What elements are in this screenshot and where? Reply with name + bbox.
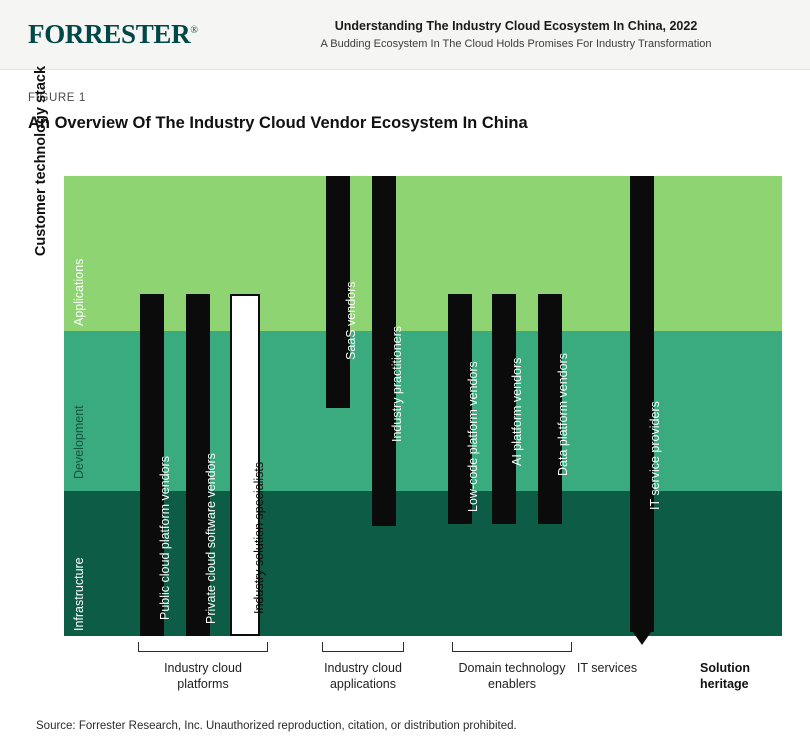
plot-area: [64, 176, 782, 636]
group-bracket-domain-technology-enablers: [452, 642, 572, 652]
layer-label-infrastructure: Infrastructure: [72, 557, 86, 631]
vendor-bar-private-cloud-software-vendors[interactable]: [186, 294, 218, 636]
vendor-bar-label: SaaS vendors: [344, 281, 358, 360]
group-label-line2: platforms: [177, 677, 229, 692]
vendor-bar-label: Industry practitioners: [390, 325, 404, 442]
vendor-bar-label: Private cloud software vendors: [204, 453, 218, 624]
vendor-bar-label: Data platform vendors: [556, 353, 570, 476]
vendor-bar-ai-platform-vendors[interactable]: [492, 294, 524, 524]
vendor-bar-label: Low-code platform vendors: [466, 361, 480, 512]
vendor-bar-label: IT service providers: [648, 401, 662, 510]
vendor-bar-data-platform-vendors[interactable]: [538, 294, 570, 524]
heritage-label-line1: Solution: [700, 661, 750, 675]
figure-label: FIGURE 1: [28, 92, 86, 104]
layer-label-development: Development: [72, 405, 86, 479]
group-label-line2: enablers: [488, 677, 536, 692]
heritage-label-line2: heritage: [700, 677, 749, 692]
page-header: [0, 0, 810, 70]
report-title: Understanding The Industry Cloud Ecosystem In China, 2022: [334, 18, 698, 33]
group-label-line1: IT services: [576, 661, 638, 675]
group-label-industry-cloud-applications: [283, 660, 443, 693]
report-subtitle: A Budding Ecosystem In The Cloud Holds Promises For Industry Transformation: [320, 37, 712, 50]
group-bracket-industry-cloud-platforms: [138, 642, 268, 652]
vendor-bar-label: AI platform vendors: [510, 357, 524, 466]
group-label-industry-cloud-platforms: [123, 660, 283, 693]
vendor-bar-industry-practitioners[interactable]: [372, 176, 404, 526]
layer-label-applications: Applications: [72, 258, 86, 326]
group-bracket-industry-cloud-applications: [322, 642, 404, 652]
group-label-line1: Industry cloud: [324, 661, 402, 675]
logo-registered-mark: ®: [190, 25, 198, 36]
vendor-bar-label: Public cloud platform vendors: [158, 456, 172, 620]
vendor-bar-saas-vendors[interactable]: [326, 176, 358, 408]
figure-title: An Overview Of The Industry Cloud Vendor Ecosystem In China: [28, 114, 528, 132]
group-label-it-services: [527, 660, 687, 676]
group-label-line2: applications: [329, 677, 396, 692]
logo-text: FORRESTER: [28, 19, 191, 49]
vendor-bar-public-cloud-platform-vendors[interactable]: [140, 294, 172, 636]
header-title-block: [250, 18, 782, 52]
vendor-bar-low-code-platform-vendors[interactable]: [448, 294, 480, 524]
group-label-line1: Domain technology: [458, 661, 566, 675]
vendor-bar-industry-solution-specialists[interactable]: [230, 294, 266, 636]
x-axis-title-solution-heritage: [700, 660, 800, 693]
vendor-bar-label: Industry solution specialists: [252, 461, 266, 614]
forrester-logo: [28, 19, 198, 50]
source-note: Source: Forrester Research, Inc. Unauthorized reproduction, citation, or distribution prohibited.: [36, 720, 517, 732]
vendor-bar-it-service-providers[interactable]: [630, 176, 662, 632]
down-arrow-icon: [633, 632, 651, 645]
group-label-line1: Industry cloud: [164, 661, 242, 675]
y-axis-title: Customer technology stack: [33, 65, 49, 257]
